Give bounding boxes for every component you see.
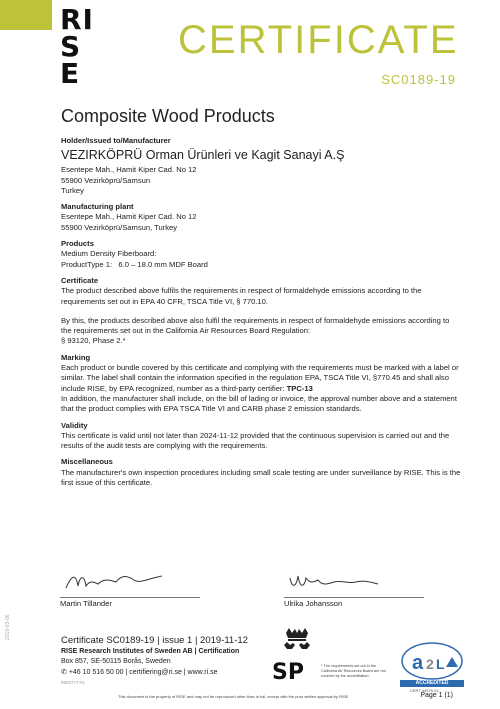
footer-certificate-line: Certificate SC0189-19 | issue 1 | 2019-11-12 — [61, 635, 248, 646]
page-number: Page 1 (1) — [420, 692, 453, 699]
product-category-heading: Composite Wood Products — [61, 106, 275, 126]
holder-address-line: 55900 Vezirköprü/Samsun — [61, 175, 151, 185]
certificate-paragraph: The product described above fulfils the requirements in respect of formaldehyde emissions according to the requirements set out in EPA 40 CFR, TSCA Title VI, § 770.10. — [61, 286, 422, 306]
footer-address: Box 857, SE-50115 Borås, Sweden — [61, 658, 171, 666]
accent-block — [0, 0, 52, 30]
footer-org — [61, 647, 248, 657]
rise-logo — [60, 3, 120, 90]
signature-line — [284, 597, 424, 598]
certificate-body — [61, 136, 461, 488]
holder-address-line: Turkey — [61, 185, 84, 195]
products-label: Products — [61, 239, 94, 249]
validity-paragraph: This certificate is valid until not later than 2024-11-12 provided that the continuous supervision is carried out and the results of the audit tests are complying with the requirements. — [61, 430, 450, 451]
marking-paragraph — [61, 363, 461, 394]
misc-paragraph: The manufacturer's own inspection procedures including small scale testing are under surveillance by RISE. This is the first issue of this certificate. — [61, 467, 461, 488]
plant-address-line: 55900 Vezirköprü/Samsun, Turkey — [61, 222, 178, 232]
holder-name: VEZIRKÖPRÜ Orman Ürünleri ve Kagit Sanayi A.Ş — [61, 148, 345, 163]
side-date-text: 2019-03-06 — [5, 614, 11, 640]
svg-text:a: a — [412, 652, 424, 674]
plant-label: Manufacturing plant — [61, 202, 134, 212]
footer-org-name: RISE Research Institutes of Sweden AB | Certification — [61, 648, 240, 655]
certificate-label: Certificate — [61, 275, 99, 285]
sp-mark: SP — [272, 660, 304, 685]
signatory-name: Ulrika Johansson — [284, 599, 343, 608]
plant-address-line: Esentepe Mah., Hamit Kiper Cad. No 12 — [61, 212, 197, 222]
footer-disclaimer: This document is the property of RISE and may not be reproduced other than in full, except with the prior written approval by RISE — [118, 694, 349, 699]
validity-label: Validity — [61, 420, 88, 430]
certificate-paragraph: § 93120, Phase 2.* — [61, 336, 126, 346]
holder-label: Holder/Issued to/Manufacturer — [61, 136, 171, 145]
footer-form-number: 9903777-01 — [61, 680, 86, 686]
svg-text:2: 2 — [426, 656, 434, 672]
signature-scribble — [286, 570, 396, 594]
svg-text:L: L — [436, 656, 445, 672]
signature-line — [60, 597, 200, 598]
holder-address-line: Esentepe Mah., Hamit Kiper Cad. No 12 — [61, 165, 197, 175]
footer-contact — [61, 668, 248, 678]
accreditation-cert-number: CERT #4975.01 — [410, 688, 439, 693]
product-line: Medium Density Fiberboard: — [61, 249, 157, 259]
certificate-title: CERTIFICATE — [178, 18, 459, 62]
carb-footnote: * The requirements set out in the California Air Resources Board are not covered by the accreditation. — [321, 664, 386, 678]
crown-icon — [282, 627, 312, 657]
certificate-number: SC0189-19 — [381, 72, 456, 87]
footer — [61, 634, 248, 689]
logo-line-3: E — [60, 57, 81, 90]
certificate-paragraph: By this, the products described above also fulfil the requirements in respect of formaldehyde emissions according to the requirements set out in the California Air Resources Board Regulation: — [61, 315, 450, 336]
signatory-name: Martin Tillander — [60, 599, 112, 608]
logo-line-2: S — [60, 30, 82, 63]
tpc-number: TPC-13 — [286, 383, 313, 393]
marking-label: Marking — [61, 352, 91, 362]
marking-paragraph: In addition, the manufacturer shall include, on the bill of lading or invoice, the approval number above and a statement that the product complies with EPA TSCA Title VI and CARB phase 2 emission standards. — [61, 393, 457, 414]
signature-right — [284, 568, 434, 608]
signature-scribble — [62, 570, 172, 594]
misc-label: Miscellaneous — [61, 457, 113, 467]
product-line: ProductType 1: 6.0 – 18.0 mm MDF Board — [61, 259, 208, 269]
logo-line-1: RI — [60, 3, 94, 36]
footer-contact-text: +46 10 516 50 00 | certifiering@ri.se | www.ri.se — [68, 668, 218, 676]
signature-left — [60, 568, 210, 608]
phone-icon: ✆ — [61, 668, 69, 676]
marking-text: Each product or bundle covered by this certificate and complying with the requirements must be marked with a label or similar. The label shall contain the information specified in the regulation EPA, TSCA Title VI, §770.45 and shall also include RISE, by EPA recognized, number as a third-party certifier: — [61, 363, 459, 393]
accredited-label: ACCREDITED — [400, 680, 464, 687]
